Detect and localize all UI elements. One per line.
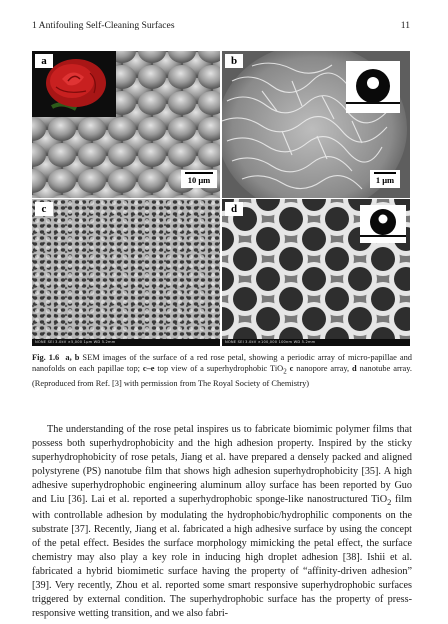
panel-label-d: d xyxy=(225,202,243,216)
sem-info-bar-c: NONE SEI 3.0kV ×5,000 1μm WD 5.2mm xyxy=(32,339,220,346)
scale-bar-b: 1 μm xyxy=(370,170,400,188)
nanopore-array-sem-image xyxy=(32,199,220,346)
page-number: 11 xyxy=(400,20,410,31)
figure-number: Fig. 1.6 xyxy=(32,353,60,362)
panel-label-c: c xyxy=(35,202,53,216)
paragraph: The understanding of the rose petal inspires us to fabricate biomimic polymer films that possess both superhydrophobicity and the high adhesion property. Inspired by the sticky superhydrophobicity of rose petals, Jiang et al. have prepared a densely packed and aligned polystyrene (PS) nanotube film that shows high adhesion superhydrophobicity [35]. A high adhesive superhydrophobic engineering aluminum alloy surface has been reported by Guo and Liu [36]. Lai et al. reported a superhydrophobic sponge-like nanostructured TiO$_2$ film with controllable adhesion by modulating the hydrophobic/hydrophilic components on the substrate [37]. Recently, Jiang et al. fabricated a high adhesive surface by using the concept of the petal effect. Besides the surface morphology mimicking the petal effect, the surface chemistry may also play a key role in inducing high droplet adhesion [38]. Ishii et al. fabricated a hybrid biomimetic surface having the property of “affinity-driven adhesion” [39]. Very recently, Zhou et al. reported some smart responsive superhydrophobic surfaces triggered by external condition. The superhydrophobic surface has the property of press-responsive wetting transition, and we also fabri- xyxy=(32,424,412,619)
body-text xyxy=(32,423,412,621)
figure-panel-d xyxy=(222,199,410,346)
water-droplet-inset-b xyxy=(346,61,400,113)
panel-label-b: b xyxy=(225,54,243,68)
panel-label-a: a xyxy=(35,54,53,68)
figure-caption: Fig. 1.6 a, b SEM images of the surface of a red rose petal, showing a periodic array of micro-papillae and nanofolds on each papillae top; c–e top view of a superhydrophobic TiO$_2$ c nanopore array, d nanotube array. (Reproduced from Ref. [3] with permission from The Royal Society of Chemistry) xyxy=(32,353,413,388)
figure-panel-a xyxy=(32,51,220,198)
water-droplet-inset-d xyxy=(360,205,406,243)
scale-bar-a: 10 μm xyxy=(181,170,217,188)
chapter-title: 1 Antifouling Self-Cleaning Surfaces xyxy=(32,20,175,31)
running-header xyxy=(32,20,410,34)
figure-panel-c xyxy=(32,199,220,346)
figure-panel-b xyxy=(222,51,410,198)
sem-info-bar-d: NONE SEI 3.0kV ×100,000 100nm WD 5.2mm xyxy=(222,339,410,346)
